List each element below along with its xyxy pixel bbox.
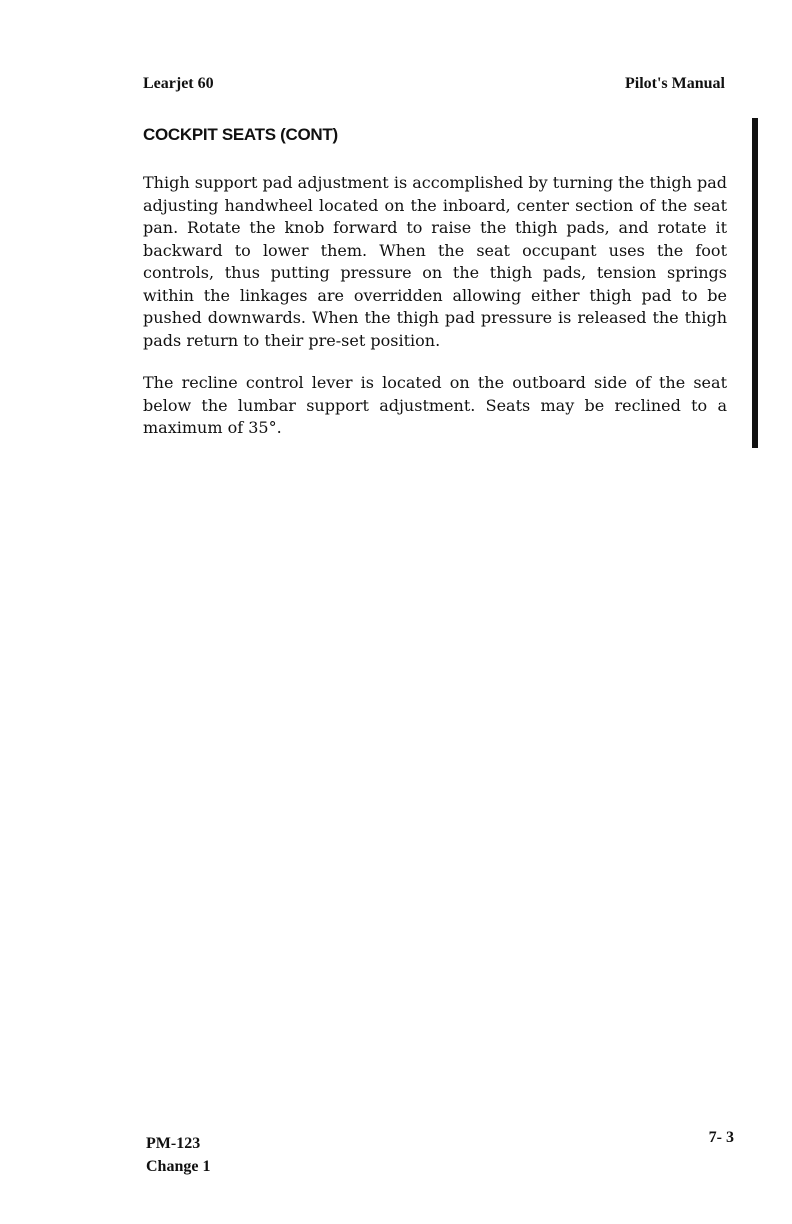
running-header-manual: Pilot's Manual bbox=[624, 75, 725, 92]
page-number: 7- 3 bbox=[708, 1129, 734, 1146]
running-header-title: Learjet 60 bbox=[143, 75, 214, 92]
footer-document-number: PM-123 bbox=[146, 1135, 201, 1152]
footer-change-number: Change 1 bbox=[146, 1158, 211, 1175]
section-heading: COCKPIT SEATS (CONT) bbox=[143, 125, 338, 144]
paragraph-recline-control: The recline control lever is located on the outboard side of the seat below the lumbar support adjustment. Seats may be reclined to a maximum of 35°. bbox=[143, 373, 727, 437]
paragraph-thigh-support: Thigh support pad adjustment is accomplished by turning the thigh pad adjusting handwheel located on the inboard, center section of the seat pan. Rotate the knob forward to raise the thigh pads, and rotate it backward to lower them. When the seat occupant uses the foot controls, thus putting pressure on the thigh pads, tension springs within the linkages are overridden allowing either thigh pad to be pushed downwards. When the thigh pad pressure is released the thigh pads return to their pre-set position. bbox=[143, 173, 727, 350]
revision-change-bar bbox=[752, 118, 758, 448]
